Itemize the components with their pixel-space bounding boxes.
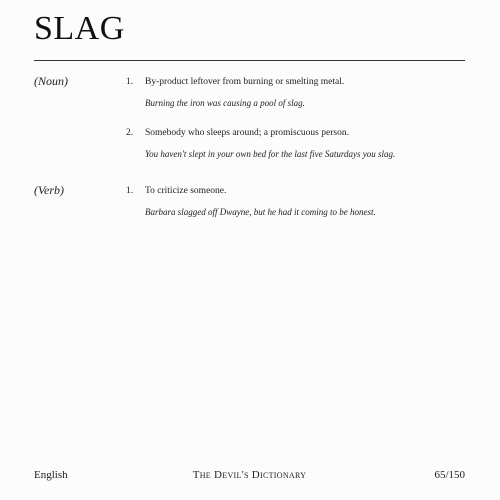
sense-example: Barbara slagged off Dwayne, but he had it coming to be honest. (145, 207, 376, 217)
sense-number: 2. (126, 128, 134, 138)
sense-example: Burning the iron was causing a pool of slag. (145, 98, 305, 108)
page-number: 65/150 (434, 469, 465, 481)
headword: SLAG (34, 10, 125, 47)
language-label: English (34, 469, 68, 481)
part-of-speech-label: (Verb) (34, 183, 64, 197)
title-divider (34, 60, 465, 61)
part-of-speech-label: (Noun) (34, 74, 68, 88)
sense-definition: To criticize someone. (145, 186, 227, 196)
book-title: The Devil's Dictionary (192, 469, 307, 481)
sense-number: 1. (126, 77, 134, 87)
sense-number: 1. (126, 186, 134, 196)
sense-example: You haven't slept in your own bed for the last five Saturdays you slag. (145, 149, 396, 159)
sense-definition: By-product leftover from burning or smelting metal. (145, 77, 345, 87)
sense-definition: Somebody who sleeps around; a promiscuous person. (145, 128, 349, 138)
